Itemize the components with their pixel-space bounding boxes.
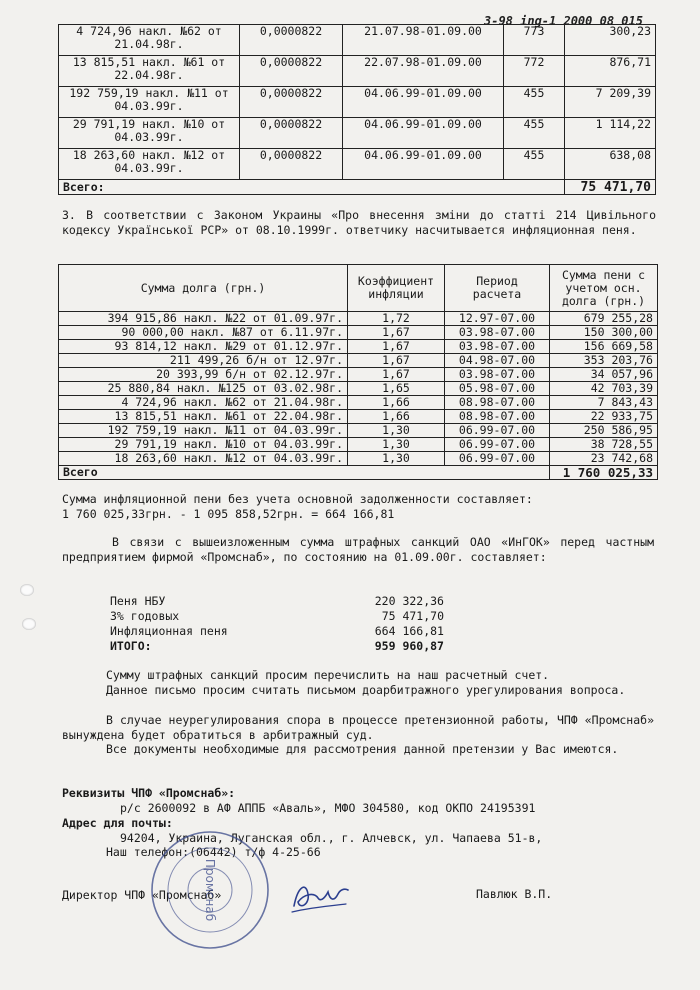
requisites-title: Реквизиты ЧПФ «Промснаб»: xyxy=(62,786,236,800)
cell-days: 773 xyxy=(504,25,565,56)
inflation-note-2: 1 760 025,33грн. - 1 095 858,52грн. = 664 166,81 xyxy=(62,507,395,521)
request-1: Сумму штрафных санкций просим перечислить на наш расчетный счет. xyxy=(106,668,550,682)
cell-period: 03.98-07.00 xyxy=(445,326,550,340)
cell-period: 12.97-07.00 xyxy=(445,312,550,326)
summary-row xyxy=(110,609,444,624)
total-value: 75 471,70 xyxy=(565,180,656,195)
table-row xyxy=(59,149,656,180)
summary-intro: В связи с вышеизложенным сумма штрафных санкций ОАО «ИнГОК» перед частным предприятием фирмой «Промснаб», по состоянию на 01.09.00г. составляет: xyxy=(62,535,654,564)
table-row xyxy=(59,354,658,368)
cell-amount: 23 742,68 xyxy=(550,452,658,466)
total-label: Всего: xyxy=(59,180,565,195)
cell-amount: 7 843,43 xyxy=(550,396,658,410)
cell-amount: 1 114,22 xyxy=(565,118,656,149)
request-2: Данное письмо просим считать письмом доарбитражного урегулирования вопроса. xyxy=(106,683,626,697)
cell-period: 06.99-07.00 xyxy=(445,424,550,438)
cell-period: 03.98-07.00 xyxy=(445,368,550,382)
cell-debt: 4 724,96 накл. №62 от 21.04.98г. xyxy=(59,396,348,410)
table-total-row xyxy=(59,466,658,480)
cell-period: 22.07.98-01.09.00 xyxy=(343,56,504,87)
cell-debt: 90 000,00 накл. №87 от 6.11.97г. xyxy=(59,326,348,340)
cell-period: 03.98-07.00 xyxy=(445,340,550,354)
summary-label: Пеня НБУ xyxy=(110,594,166,608)
director-label: Директор ЧПФ «Промснаб» xyxy=(62,888,222,902)
cell-debt: 192 759,19 накл. №11 от 04.03.99г. xyxy=(59,87,240,118)
cell-amount: 156 669,58 xyxy=(550,340,658,354)
cell-debt: 394 915,86 накл. №22 от 01.09.97г. xyxy=(59,312,348,326)
punch-hole xyxy=(20,584,34,596)
table-total-row xyxy=(59,180,656,195)
table-row xyxy=(59,396,658,410)
cell-rate: 0,0000822 xyxy=(240,25,343,56)
cell-amount: 353 203,76 xyxy=(550,354,658,368)
cell-debt: 20 393,99 б/н от 02.12.97г. xyxy=(59,368,348,382)
cell-period: 08.98-07.00 xyxy=(445,410,550,424)
address-title: Адрес для почты: xyxy=(62,816,173,830)
table-row xyxy=(59,326,658,340)
cell-amount: 250 586,95 xyxy=(550,424,658,438)
cell-coef: 1,65 xyxy=(348,382,445,396)
stamp-text: Промснаб xyxy=(203,858,217,922)
cell-coef: 1,67 xyxy=(348,340,445,354)
cell-amount: 638,08 xyxy=(565,149,656,180)
cell-period: 04.06.99-01.09.00 xyxy=(343,118,504,149)
director-signature-image xyxy=(288,876,352,916)
header-amount: Сумма пени с учетом осн. долга (грн.) xyxy=(550,265,658,312)
cell-period: 06.99-07.00 xyxy=(445,438,550,452)
request-4: Все документы необходимые для рассмотрения данной претензии у Вас имеются. xyxy=(106,742,619,756)
requisites-line: р/с 2600092 в АФ АППБ «Аваль», МФО 304580, код ОКПО 24195391 xyxy=(120,801,536,815)
cell-amount: 300,23 xyxy=(565,25,656,56)
cell-debt: 13 815,51 накл. №61 от 22.04.98г. xyxy=(59,410,348,424)
company-stamp-image xyxy=(150,790,270,990)
cell-rate: 0,0000822 xyxy=(240,149,343,180)
header-debt: Сумма долга (грн.) xyxy=(59,265,348,312)
cell-debt: 93 814,12 накл. №29 от 01.12.97г. xyxy=(59,340,348,354)
cell-period: 04.06.99-01.09.00 xyxy=(343,149,504,180)
table-row xyxy=(59,340,658,354)
annual-percent-table xyxy=(58,24,656,195)
phone-line: Наш телефон:(06442) т/ф 4-25-66 xyxy=(106,845,321,859)
cell-debt: 18 263,60 накл. №12 от 04.03.99г. xyxy=(59,452,348,466)
cell-coef: 1,66 xyxy=(348,396,445,410)
cell-amount: 679 255,28 xyxy=(550,312,658,326)
cell-rate: 0,0000822 xyxy=(240,56,343,87)
summary-value: 220 322,36 xyxy=(374,594,444,608)
cell-period: 04.98-07.00 xyxy=(445,354,550,368)
cell-debt: 192 759,19 накл. №11 от 04.03.99г. xyxy=(59,424,348,438)
cell-amount: 7 209,39 xyxy=(565,87,656,118)
paragraph-3: 3. В соответствии с Законом Украины «Про внесення зміни до статті 214 Цивільного кодексу Української РСР» от 08.10.1999г. ответчику насчитывается инфляционная пеня. xyxy=(62,208,656,237)
cell-coef: 1,72 xyxy=(348,312,445,326)
summary-label: 3% годовых xyxy=(110,609,180,623)
table-row xyxy=(59,410,658,424)
cell-coef: 1,30 xyxy=(348,452,445,466)
cell-period: 21.07.98-01.09.00 xyxy=(343,25,504,56)
address-line: 94204, Украина, Луганская обл., г. Алчевск, ул. Чапаева 51-в, xyxy=(120,831,543,845)
header-period: Период расчета xyxy=(445,265,550,312)
cell-debt: 4 724,96 накл. №62 от 21.04.98г. xyxy=(59,25,240,56)
cell-amount: 22 933,75 xyxy=(550,410,658,424)
table-row xyxy=(59,118,656,149)
summary-row xyxy=(110,639,444,654)
cell-rate: 0,0000822 xyxy=(240,87,343,118)
cell-amount: 42 703,39 xyxy=(550,382,658,396)
table-row xyxy=(59,424,658,438)
summary-value: 664 166,81 xyxy=(374,624,444,638)
table-row xyxy=(59,368,658,382)
summary-label: ИТОГО: xyxy=(110,639,152,653)
document-code: 3-98 ing-1 2000 08 015 xyxy=(484,14,643,28)
cell-amount: 38 728,55 xyxy=(550,438,658,452)
table-row xyxy=(59,56,656,87)
cell-coef: 1,67 xyxy=(348,368,445,382)
cell-days: 455 xyxy=(504,87,565,118)
summary-row xyxy=(110,624,444,639)
summary-value: 959 960,87 xyxy=(374,639,444,653)
cell-days: 455 xyxy=(504,118,565,149)
summary-value: 75 471,70 xyxy=(381,609,444,623)
header-coefficient: Коэффициент инфляции xyxy=(348,265,445,312)
table-row xyxy=(59,452,658,466)
total-label: Всего xyxy=(59,466,550,480)
table-row xyxy=(59,382,658,396)
table-header-row xyxy=(59,265,658,312)
director-name: Павлюк В.П. xyxy=(476,887,553,901)
cell-coef: 1,67 xyxy=(348,354,445,368)
cell-amount: 150 300,00 xyxy=(550,326,658,340)
cell-coef: 1,67 xyxy=(348,326,445,340)
cell-period: 08.98-07.00 xyxy=(445,396,550,410)
summary-label: Инфляционная пеня xyxy=(110,624,228,638)
cell-debt: 18 263,60 накл. №12 от 04.03.99г. xyxy=(59,149,240,180)
inflation-penalty-table xyxy=(58,264,658,480)
cell-debt: 211 499,26 б/н от 12.97г. xyxy=(59,354,348,368)
table-row xyxy=(59,312,658,326)
punch-hole xyxy=(22,618,36,630)
cell-coef: 1,66 xyxy=(348,410,445,424)
cell-debt: 29 791,19 накл. №10 от 04.03.99г. xyxy=(59,118,240,149)
cell-debt: 25 880,84 накл. №125 от 03.02.98г. xyxy=(59,382,348,396)
table-row xyxy=(59,438,658,452)
cell-debt: 29 791,19 накл. №10 от 04.03.99г. xyxy=(59,438,348,452)
cell-days: 455 xyxy=(504,149,565,180)
table-row xyxy=(59,25,656,56)
cell-rate: 0,0000822 xyxy=(240,118,343,149)
total-value: 1 760 025,33 xyxy=(550,466,658,480)
cell-coef: 1,30 xyxy=(348,438,445,452)
table-row xyxy=(59,87,656,118)
summary-row xyxy=(110,594,444,609)
cell-coef: 1,30 xyxy=(348,424,445,438)
cell-period: 05.98-07.00 xyxy=(445,382,550,396)
cell-amount: 34 057,96 xyxy=(550,368,658,382)
cell-period: 04.06.99-01.09.00 xyxy=(343,87,504,118)
cell-amount: 876,71 xyxy=(565,56,656,87)
inflation-note-1: Сумма инфляционной пени без учета основной задолженности составляет: xyxy=(62,492,533,506)
cell-days: 772 xyxy=(504,56,565,87)
request-3: В случае неурегулирования спора в процессе претензионной работы, ЧПФ «Промснаб» вынуждена будет обратиться в арбитражный суд. xyxy=(62,713,654,742)
cell-period: 06.99-07.00 xyxy=(445,452,550,466)
cell-debt: 13 815,51 накл. №61 от 22.04.98г. xyxy=(59,56,240,87)
